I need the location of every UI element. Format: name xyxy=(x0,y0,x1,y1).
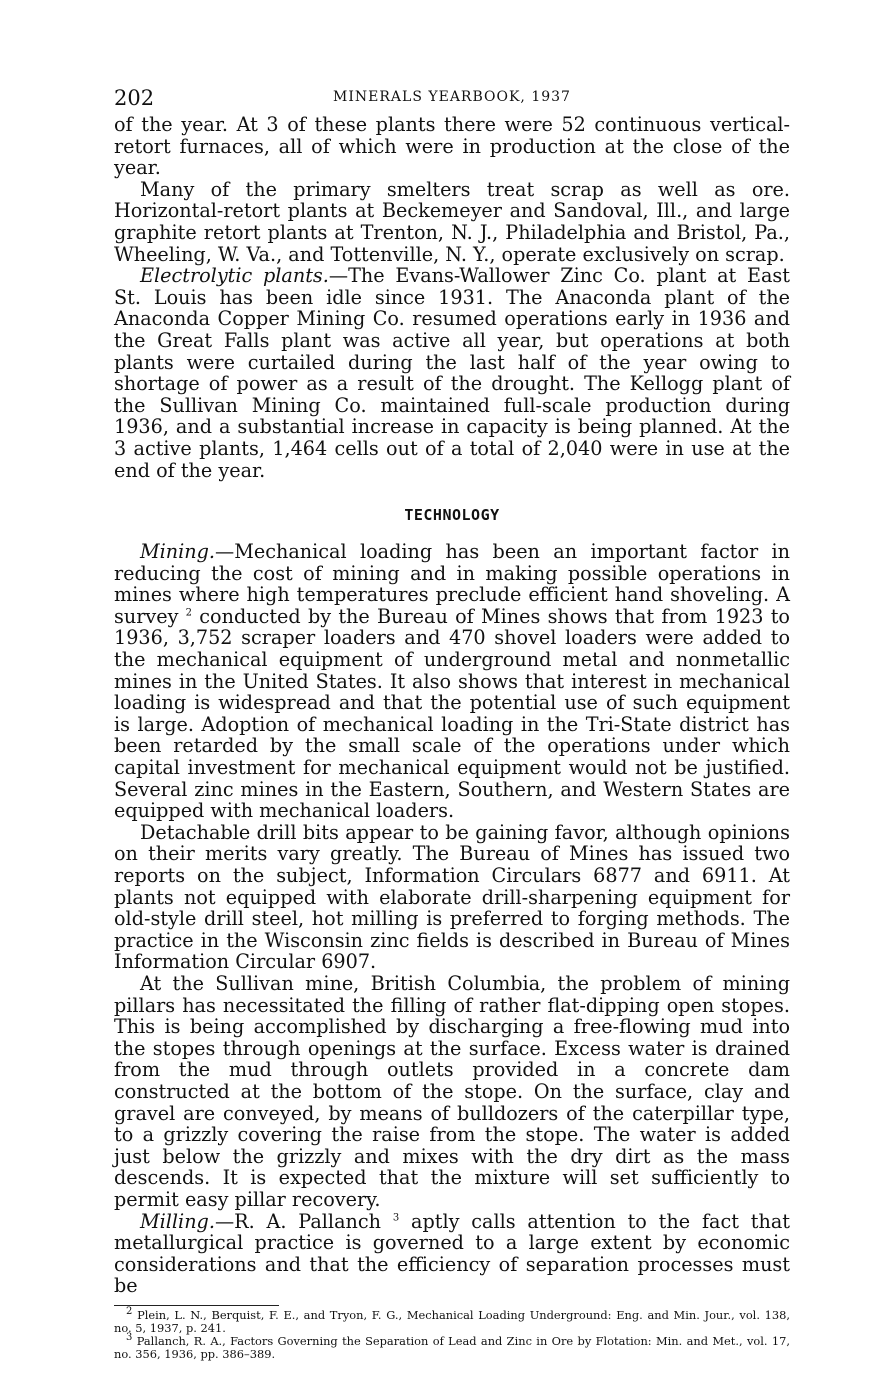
paragraph-milling xyxy=(114,1211,790,1297)
paragraph-text: aptly calls attention to the fact that metallurgical practice is governed to a large extent by economic considerations and that the efficiency of separation processes must be xyxy=(114,1209,791,1298)
paragraph-text: Many of the primary smelters treat scrap as well as ore. Horizontal-retort plants at Beckemeyer and Sandoval, Ill., and large graphite retort plants at Trenton, N. J., Philadelphia and Bristol, Pa., Wheeling, W. Va., and Tottenville, N. Y., operate exclusively on scrap. xyxy=(114,177,790,266)
page-header xyxy=(114,86,790,114)
footnote-ref: 2 xyxy=(185,607,193,619)
footnote-ref: 3 xyxy=(392,1212,400,1224)
footnote-text: Plein, L. N., Berquist, F. E., and Tryon, F. G., Mechanical Loading Underground: Eng. and Min. Jour., vol. 138, no. 5, 1937, p. 241. xyxy=(114,1307,790,1336)
paragraph-lead: Mining. xyxy=(140,540,216,564)
paragraph-sullivan xyxy=(114,973,790,1211)
footnote-mark: 3 xyxy=(126,1332,133,1344)
section-heading: TECHNOLOGY xyxy=(404,506,500,525)
footnote-mark: 2 xyxy=(126,1306,133,1318)
page xyxy=(114,86,790,1362)
footnote xyxy=(114,1306,790,1336)
paragraph-electrolytic xyxy=(114,265,790,481)
paragraph-text: —Mechanical loading has been an important factor in reducing the cost of mining and in making possible operations in mines where high temperatures preclude efficient hand shoveling. A survey xyxy=(114,540,790,628)
footnote xyxy=(114,1332,790,1362)
paragraph-text: conducted by the Bureau of Mines shows that from 1923 to 1936, 3,752 scraper loaders and 470 shovel loaders were added to the mechanical equipment of underground metal and nonmetallic mines in the United States. It also shows that interest in mechanical loading is widespread and that the potential use of such equipment is large. Adoption of mechanical loading in the Tri-State district has been retarded by the small scale of the operations under which capital investment for mechanical equipment would not be justified. Several zinc mines in the Eastern, Southern, and Western States are equipped with mechanical loaders. xyxy=(114,604,790,823)
paragraph-text: At the Sullivan mine, British Columbia, the problem of mining pillars has necessitated the filling of rather flat-dipping open stopes. This is being accomplished by discharging a free-flowing mud into the stopes through openings at the surface. Excess water is drained from the mud through outlets provided in a concrete dam constructed at the bottom of the stope. On the surface, clay and gravel are conveyed, by means of bulldozers of the caterpillar type, to a grizzly covering the raise from the stope. The water is added just below the grizzly and mixes with the dry dirt as the mass descends. It is expected that the mixture will set sufficiently to permit easy pillar recovery. xyxy=(114,971,790,1211)
paragraph-lead: Milling. xyxy=(140,1209,215,1233)
paragraph-text: of the year. At 3 of these plants there were 52 continuous vertical-retort furnaces, all of which were in production at the close of the year. xyxy=(114,113,790,180)
paragraph-mining xyxy=(114,541,790,822)
footnote-divider xyxy=(114,1305,279,1306)
paragraph-lead: Electrolytic plants. xyxy=(140,264,329,288)
paragraph-scrap xyxy=(114,179,790,265)
paragraph-text: —R. A. Pallanch xyxy=(214,1209,393,1233)
paragraph-drill-bits xyxy=(114,822,790,973)
paragraph-continuation xyxy=(114,114,790,179)
paragraph-text: —The Evans-Wallower Zinc Co. plant at East St. Louis has been idle since 1931. The Anaconda plant of the Anaconda Copper Mining Co. resumed operations early in 1936 and the Great Falls plant was active all year, but operations at both plants were curtailed during the last half of the year owing to shortage of power as a result of the drought. The Kellogg plant of the Sullivan Mining Co. maintained full-scale production during 1936, and a substantial increase in capacity is being planned. At the 3 active plants, 1,464 cells out of a total of 2,040 were in use at the end of the year. xyxy=(114,264,790,482)
running-title: MINERALS YEARBOOK, 1937 xyxy=(333,89,571,105)
footnote-text: Pallanch, R. A., Factors Governing the Separation of Lead and Zinc in Ore by Flotation: Min. and Met., vol. 17, no. 356, 1936, pp. 386–389. xyxy=(114,1334,790,1362)
paragraph-text: Detachable drill bits appear to be gaining favor, although opinions on their merits vary greatly. The Bureau of Mines has issued two reports on the subject, Information Circulars 6877 and 6911. At plants not equipped with elaborate drill-sharpening equipment for old-style drill steel, hot milling is preferred to forging methods. The practice in the Wisconsin zinc fields is described in Bureau of Mines Information Circular 6907. xyxy=(114,820,790,974)
page-number: 202 xyxy=(114,86,155,110)
